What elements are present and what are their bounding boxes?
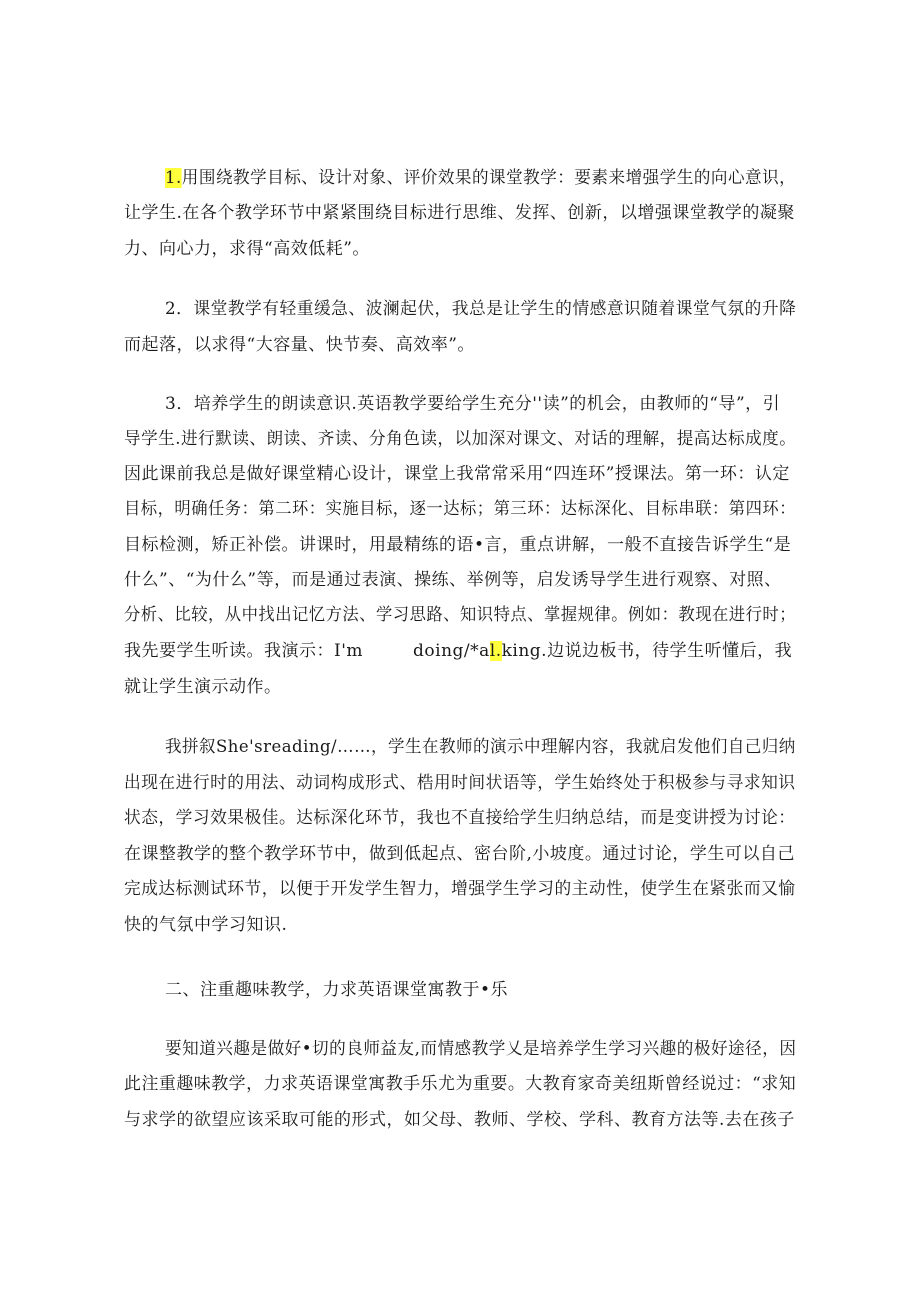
p4-line-3: 状态，学习效果极佳。达标深化环节，我也不直接给学生归纳总结，而是变讲授为讨论：	[124, 808, 796, 828]
p3-line-5: 目标检测，矫正补偿。讲课时，用最精练的语•言，重点讲解，一般不直接告诉学生“是	[124, 535, 792, 555]
p4-line-6: 快的气氛中学习知识.	[124, 915, 288, 935]
p3-line-6: 什么”、“为什么”等，而是通过表演、操练、举例等，启发诱导学生进行观察、对照、	[124, 570, 782, 590]
p4-line-2: 出现在进行时的用法、动词构成形式、梏用时间状语等，学生始终处于积极参与寻求知识	[124, 773, 796, 793]
p1-line-3: 力、向心力，求得“高效低耗”。	[124, 239, 370, 259]
p3-line-8: 我先要学生听读。我演示：I'm doing/*al.king.边说边板书，待学生听懂后，我	[124, 641, 793, 661]
p4-line-5: 完成达标测试环节，以便于开发学生智力，增强学生学习的主动性，使学生在紧张而又愉	[124, 879, 796, 899]
highlight-mark: l.	[489, 641, 502, 661]
p3-line-1: 3．培养学生的朗读意识.英语教学要给学生充分''读”的机会，由教师的“导”，引	[165, 394, 781, 414]
p1-line-1: 1.用围绕教学目标、设计对象、评价效果的课堂教学：要素来增强学生的向心意识，	[165, 168, 797, 188]
section-heading: 二、注重趣味教学，力求英语课堂寓教于•乐	[165, 980, 509, 1000]
p3-line-3: 因此课前我总是做好课堂精心设计，课堂上我常常采用“四连环”授课法。第一环：认定	[124, 464, 790, 484]
p3-line-2: 导学生.进行默读、朗读、齐读、分角色读，以加深对课文、对话的理解，提高达标成度。	[124, 429, 797, 449]
p5-line-2: 此注重趣味教学，力求英语课堂寓教手乐尤为重要。大教育家奇美纽斯曾经说过：“求知	[124, 1074, 797, 1094]
highlight-mark: 1.	[165, 168, 182, 188]
p2-line-1: 2．课堂教学有轻重缓急、波澜起伏，我总是让学生的情感意识随着课堂气氛的升降	[165, 299, 797, 319]
p4-line-1: 我拼叙She'sreading/……，学生在教师的演示中理解内容，我就启发他们自己归纳	[165, 737, 796, 757]
p5-line-1: 要知道兴趣是做好•切的良师益友,而情感教学乂是培养学生学习兴趣的极好途径，因	[165, 1039, 797, 1059]
p5-line-3: 与求学的欲望应该采取可能的形式，如父母、教师、学校、学科、教育方法等.去在孩子	[124, 1110, 795, 1130]
p2-line-2: 而起落，以求得“大容量、快节奏、高效率”。	[124, 335, 475, 355]
p3-line-7: 分析、比较，从中找出记忆方法、学习思路、知识特点、掌握规律。例如：教现在进行时；	[124, 605, 796, 625]
p4-line-4: 在课整教学的整个教学环节中，做到低起点、密台阶,小坡度。通过讨论，学生可以自己	[124, 844, 795, 864]
p1-line-2: 让学生.在各个教学环节中紧紧围绕目标进行思维、发挥、创新，以增强课堂教学的凝聚	[124, 203, 795, 223]
p3-line-4: 目标，明确任务：第二环：实施目标，逐一达标；第三环：达标深化、目标串联：第四环：	[124, 499, 796, 519]
p3-line-9: 就让学生演示动作。	[124, 677, 282, 697]
